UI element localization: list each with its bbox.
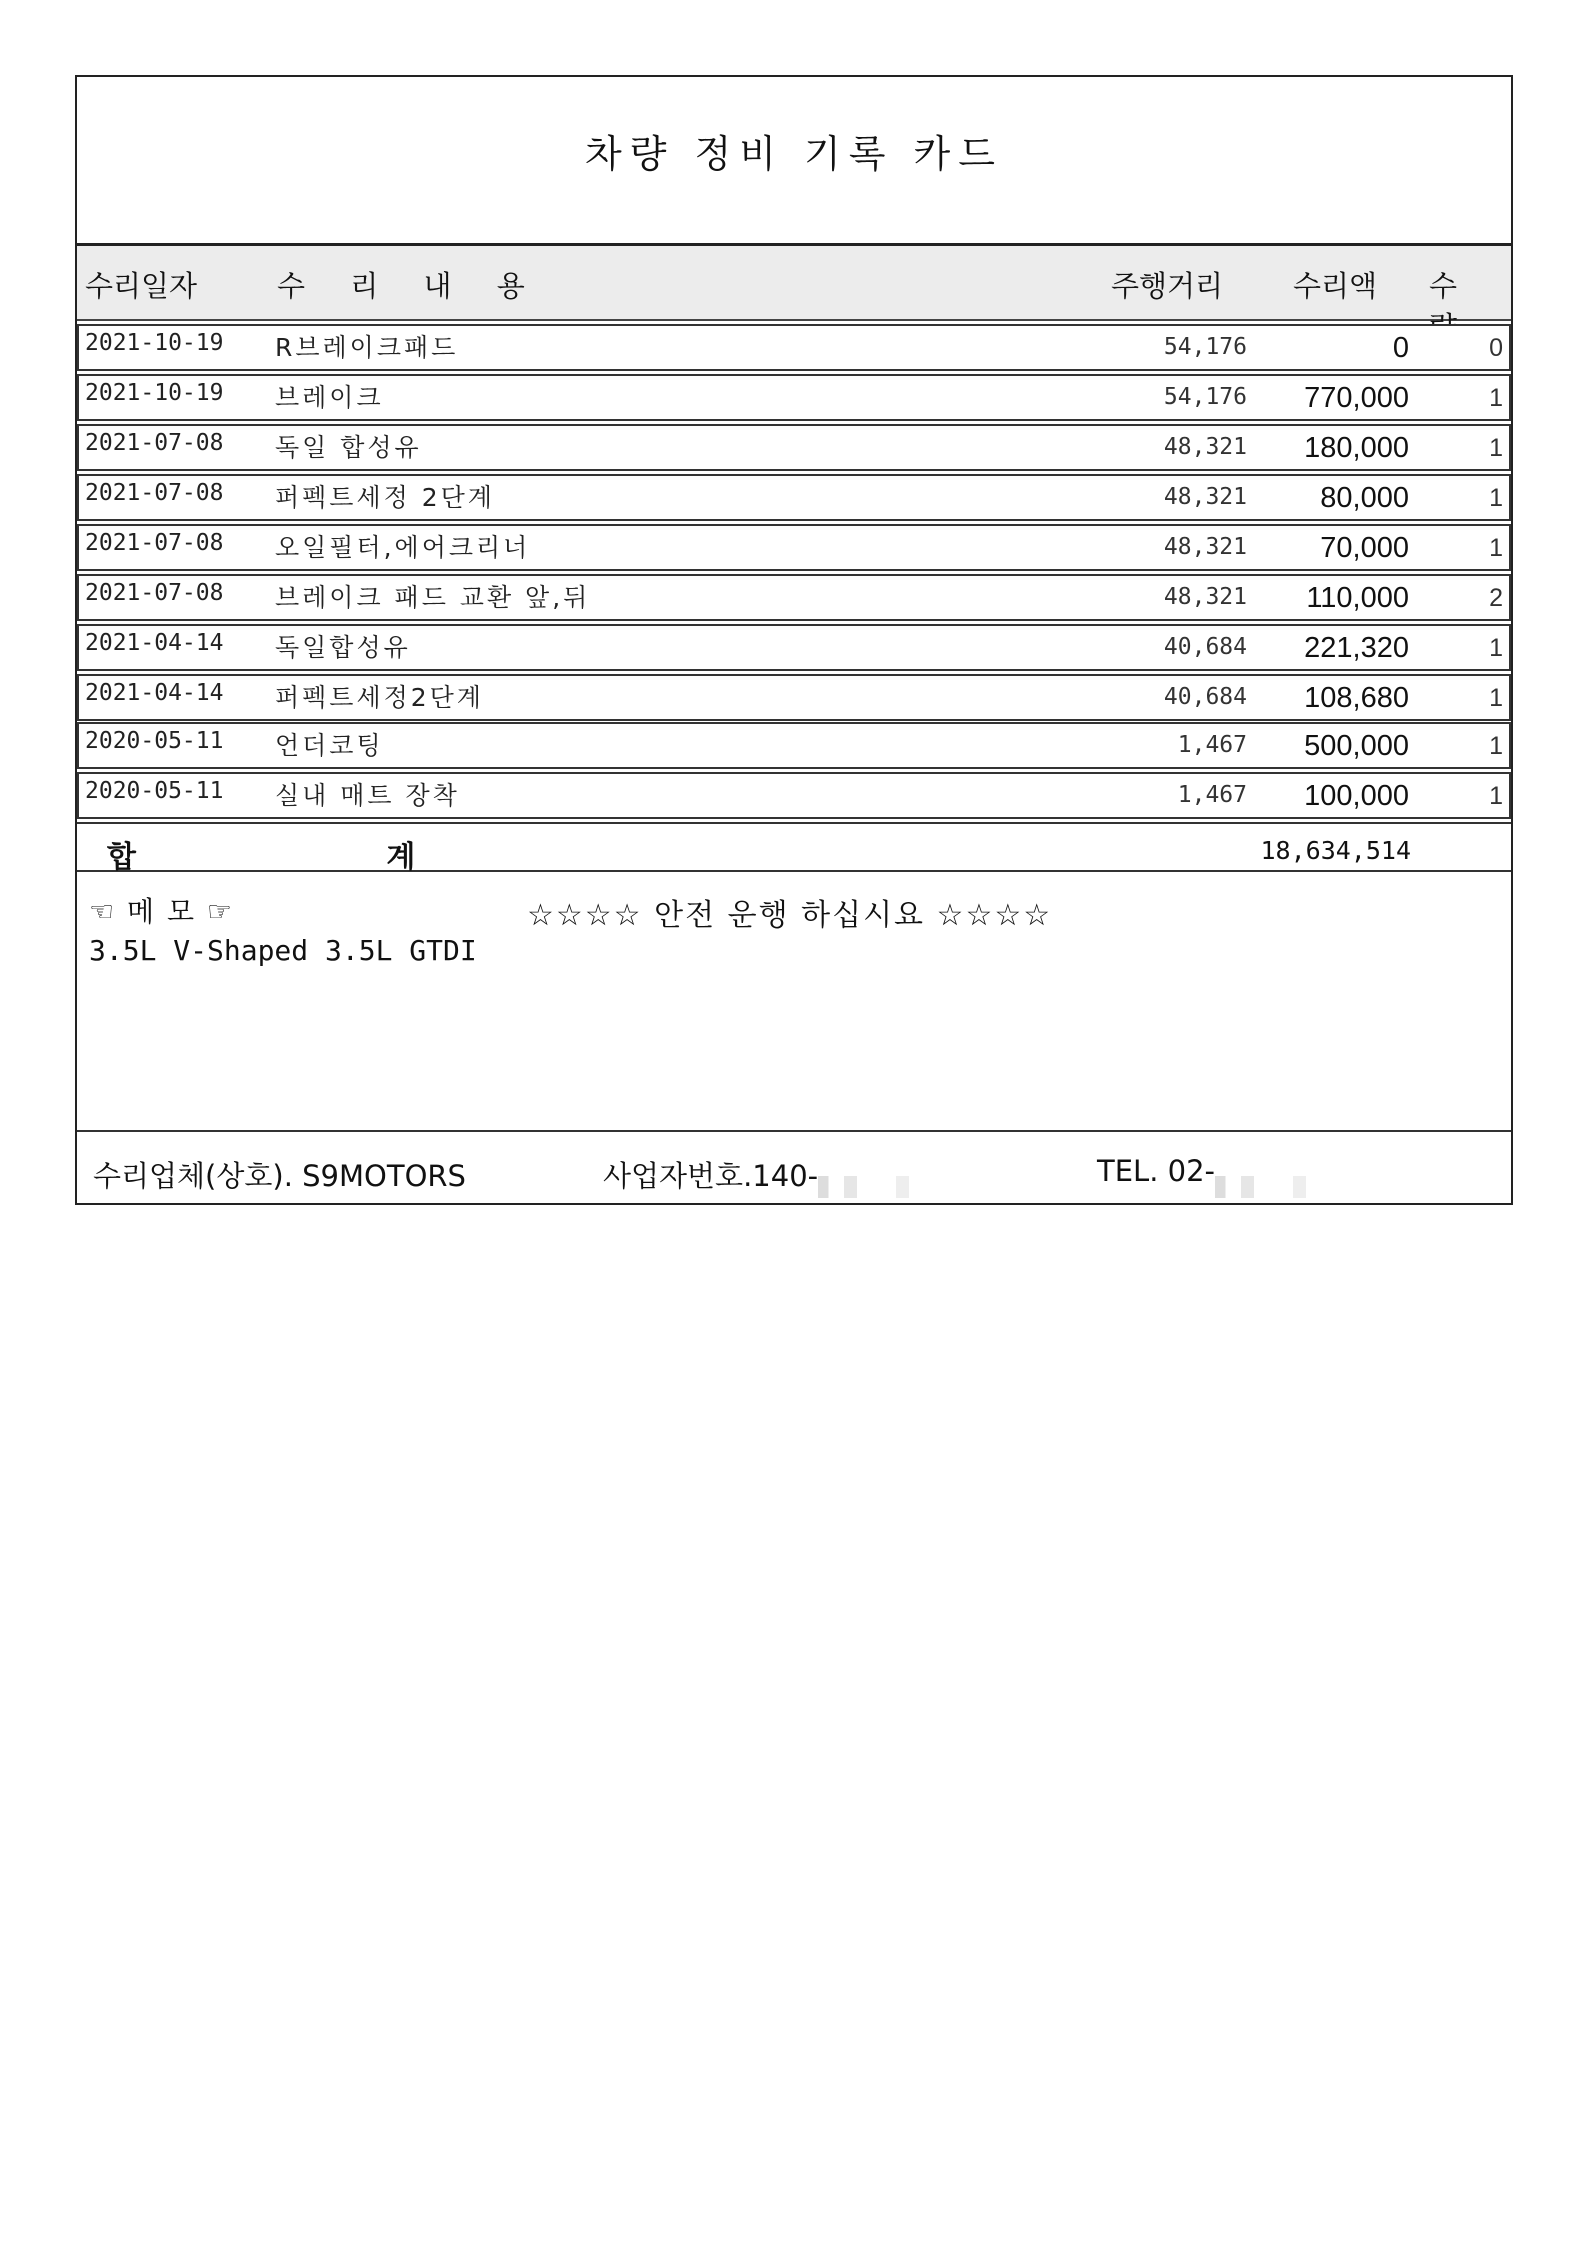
table-row	[77, 474, 1511, 521]
row-description: R브레이크패드	[275, 333, 459, 362]
row-quantity: 1	[1489, 684, 1503, 712]
row-date: 2021-07-08	[85, 580, 224, 606]
memo-message: ☆☆☆☆ 안전 운행 하십시요 ☆☆☆☆	[527, 898, 1053, 933]
row-quantity: 1	[1489, 634, 1503, 662]
row-amount: 500,000	[1304, 730, 1409, 762]
row-date: 2021-07-08	[85, 530, 224, 556]
row-description: 브레이크	[275, 383, 384, 412]
row-description: 브레이크 패드 교환 앞,뒤	[275, 583, 591, 612]
header-quantity: 수	[1429, 269, 1468, 303]
redaction-mark	[818, 1176, 948, 1198]
row-quantity: 2	[1489, 584, 1503, 612]
row-mileage: 54,176	[1163, 384, 1247, 410]
table-row	[77, 772, 1511, 819]
row-date: 2021-10-19	[85, 380, 224, 406]
footer	[77, 1132, 1511, 1205]
table-row	[77, 624, 1511, 671]
row-date: 2021-04-14	[85, 680, 224, 706]
header-description: 수 리 내 용	[277, 269, 543, 303]
row-description: 실내 매트 장착	[275, 781, 460, 810]
footer-business-number-label: 사업자번호.140-	[603, 1159, 819, 1193]
total-amount: 18,634,514	[1260, 836, 1411, 865]
row-mileage: 54,176	[1163, 334, 1247, 360]
row-amount: 108,680	[1304, 682, 1409, 714]
row-mileage: 1,467	[1177, 732, 1247, 758]
memo-label: ☜ 메 모 ☞	[89, 895, 235, 928]
row-amount: 110,000	[1306, 582, 1409, 614]
row-quantity: 0	[1489, 334, 1503, 362]
row-amount: 70,000	[1320, 532, 1409, 564]
footer-shop: 수리업체(상호). S9MOTORS	[93, 1159, 466, 1193]
row-quantity: 1	[1489, 782, 1503, 810]
total-label: 합 계	[107, 840, 536, 875]
maintenance-card	[75, 75, 1513, 1205]
row-mileage: 40,684	[1163, 684, 1247, 710]
row-mileage: 48,321	[1163, 484, 1247, 510]
row-description: 독일합성유	[275, 633, 411, 662]
row-quantity: 1	[1489, 434, 1503, 462]
table-row	[77, 674, 1511, 721]
row-quantity: 1	[1489, 732, 1503, 760]
row-date: 2021-10-19	[85, 330, 224, 356]
row-amount: 100,000	[1304, 780, 1409, 812]
header-amount: 수리액	[1293, 269, 1378, 303]
footer-business-number	[603, 1154, 818, 1195]
row-quantity: 1	[1489, 384, 1503, 412]
header-date: 수리일자	[85, 269, 198, 303]
row-mileage: 40,684	[1163, 634, 1247, 660]
row-date: 2021-07-08	[85, 480, 224, 506]
row-description: 오일필터,에어크리너	[275, 533, 531, 562]
total-row	[77, 822, 1511, 875]
row-date: 2020-05-11	[85, 778, 224, 804]
row-description: 언더코팅	[275, 731, 384, 760]
row-mileage: 48,321	[1163, 584, 1247, 610]
row-date: 2021-04-14	[85, 630, 224, 656]
row-amount: 770,000	[1304, 382, 1409, 414]
row-amount: 0	[1392, 332, 1409, 364]
footer-tel-label: TEL. 02-	[1097, 1154, 1215, 1188]
footer-tel	[1097, 1154, 1215, 1188]
redaction-mark	[1215, 1176, 1345, 1198]
row-quantity: 1	[1489, 484, 1503, 512]
row-description: 독일 합성유	[275, 433, 422, 462]
row-amount: 180,000	[1304, 432, 1409, 464]
table-header	[77, 243, 1511, 321]
memo-text: 3.5L V-Shaped 3.5L GTDI	[89, 934, 477, 967]
row-mileage: 48,321	[1163, 534, 1247, 560]
row-description: 퍼펙트세정2단계	[275, 683, 484, 712]
row-date: 2020-05-11	[85, 728, 224, 754]
row-quantity: 1	[1489, 534, 1503, 562]
table-row	[77, 524, 1511, 571]
table-row	[77, 424, 1511, 471]
row-description: 퍼펙트세정 2단계	[275, 483, 495, 512]
row-mileage: 1,467	[1177, 782, 1247, 808]
page-title: 차량 정비 기록 카드	[585, 132, 1003, 176]
memo-section	[77, 872, 1511, 1132]
header-mileage: 주행거리	[1111, 269, 1224, 303]
table-row	[77, 374, 1511, 421]
title-area	[77, 77, 1511, 243]
row-mileage: 48,321	[1163, 434, 1247, 460]
table-row	[77, 722, 1511, 769]
table-row	[77, 574, 1511, 621]
row-date: 2021-07-08	[85, 430, 224, 456]
row-amount: 221,320	[1304, 632, 1409, 664]
table-row	[77, 324, 1511, 371]
row-amount: 80,000	[1320, 482, 1409, 514]
